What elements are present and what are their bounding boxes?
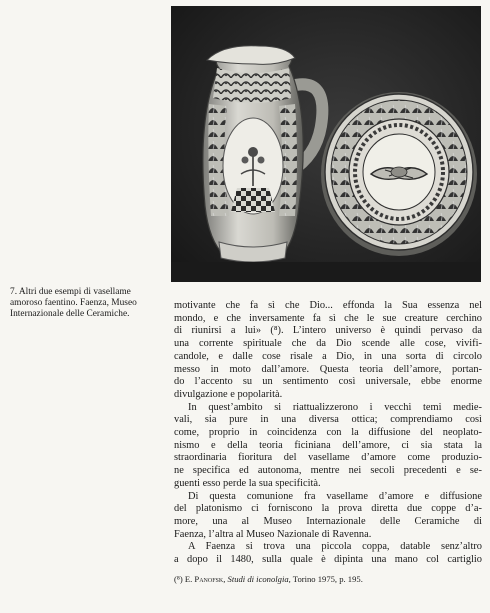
text-line: messo in moto dall’amore. Questa teoria dell’amore, portan-: [174, 363, 482, 375]
caption-line: amoroso faentino. Faenza, Museo: [10, 298, 137, 308]
footnote: [174, 574, 484, 584]
text-line: di riunirsi a lui» (⁸). L’intero universo è quindi pervaso da: [174, 325, 482, 337]
text-line: more, una al Museo Internazionale delle Ceramiche di: [174, 515, 482, 527]
text-line: ne specifica ed autonoma, mentre nei secoli precedenti e se-: [174, 465, 482, 477]
figure-caption: [10, 287, 170, 320]
paragraph: [174, 491, 482, 542]
text-line: In quest’ambito si riattualizzerono i vecchi temi medie-: [188, 401, 482, 413]
body-text: [174, 300, 482, 567]
paragraph: [174, 402, 482, 491]
text-line: una corrente spirituale che da Dio scende alle cose, vivifi-: [174, 338, 482, 350]
text-line: straordinaria fioritura del vasellame d’amore come produzio-: [174, 452, 482, 464]
text-line: divulgazione e popolarità.: [174, 388, 283, 400]
ceramics-photo-illustration: [171, 6, 481, 282]
footnote-marker: (⁸): [174, 574, 183, 584]
text-line: do l’accento su un sentimento così universale, ebbe enorme: [174, 376, 482, 388]
text-line: Faenza, l’altra al Museo Nazionale di Ravenna.: [174, 528, 372, 540]
caption-line: 7. Altri due esempi di vasellame: [10, 287, 131, 297]
text-line: mondo, e che inversamente fa sì che le sue creature cerchino: [174, 312, 482, 324]
plate-illustration: [321, 92, 477, 256]
text-line: del platonismo ci forniscono la prova diretta due coppe d’a-: [174, 503, 482, 515]
paragraph: [174, 300, 482, 402]
text-line: candole, e dalle cose risale a Dio, in una sorta di circolo: [174, 350, 482, 362]
caption-line: Internazionale delle Ceramiche.: [10, 309, 130, 319]
paragraph: [174, 541, 482, 566]
text-line: A Faenza si trova una piccola coppa, datable senz’altro: [188, 541, 482, 553]
ceramics-photograph: [171, 6, 481, 282]
text-line: a dopo il 1480, sulla quale è dipinta una mano col cartiglio: [174, 554, 482, 566]
text-line: guenti esso perde la sua specificità.: [174, 477, 321, 489]
text-line: come, proprio in coincidenza con la diffusione del neoplato-: [174, 427, 482, 439]
footnote-title: Studi di iconolgia,: [227, 574, 291, 584]
text-line: vali, sia pure in una diversa ottica; comprendiamo così: [174, 414, 482, 426]
text-line: motivante che fa sì che Dio... effonda la Sua essenza nel: [174, 300, 482, 311]
footnote-author: E. Panofsk,: [184, 574, 226, 584]
footnote-publication: Torino 1975, p. 195.: [292, 574, 363, 584]
text-line: Di questa comunione fra vasellame d’amore e diffusione: [188, 490, 482, 502]
text-line: nismo e della teoria ficiniana dell’amore, ci sia stata la: [174, 439, 482, 451]
